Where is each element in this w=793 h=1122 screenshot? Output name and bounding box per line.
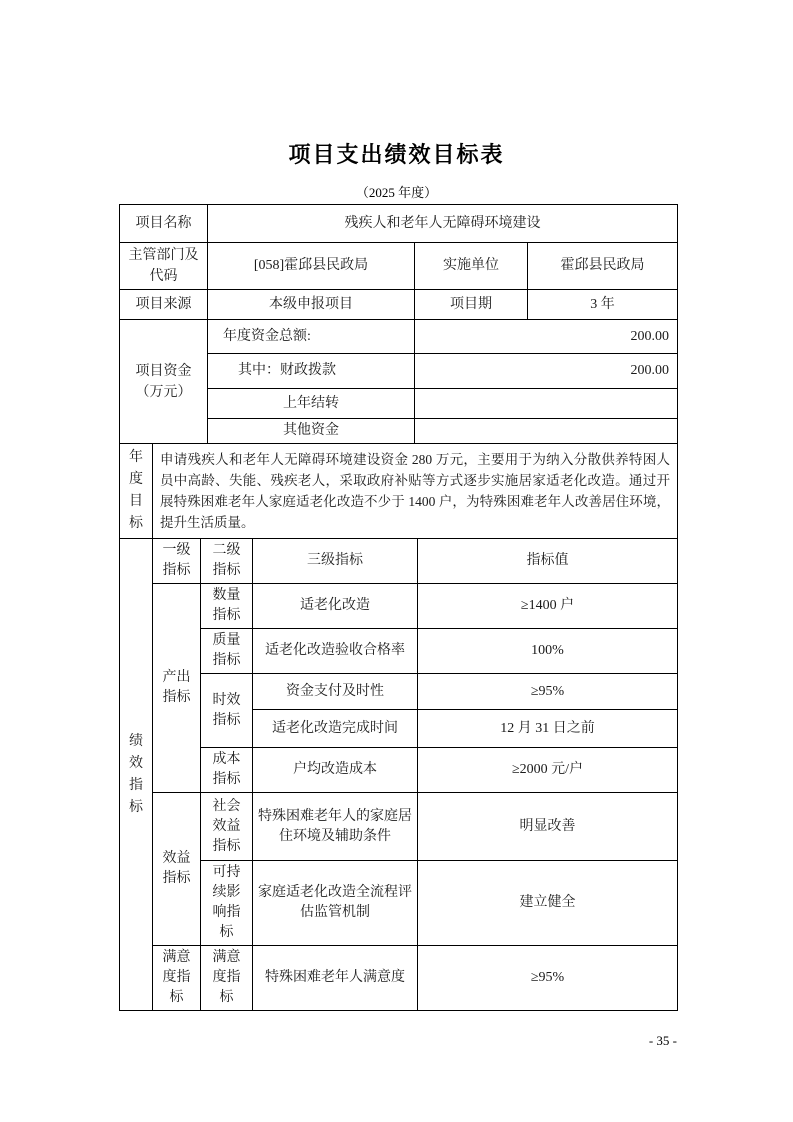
group-benefit-label: 效益指标 xyxy=(162,851,191,886)
header-level1: 一级指标 xyxy=(162,543,191,578)
level2-label: 时效指标 xyxy=(212,692,241,728)
project-period-label-cell: 项目期 xyxy=(415,290,528,320)
value-cell: ≥2000 元/户 xyxy=(418,748,678,793)
header-level1-cell xyxy=(153,539,201,584)
group-output-cell xyxy=(153,584,201,793)
value-cell: 100% xyxy=(418,629,678,674)
value-cell: 明显改善 xyxy=(418,793,678,861)
group-benefit-cell xyxy=(153,793,201,946)
level2-cell xyxy=(201,629,253,674)
page-number: - 35 - xyxy=(648,1033,677,1048)
level2-cell xyxy=(201,674,253,748)
table-row xyxy=(120,861,678,946)
project-source-value-cell: 本级申报项目 xyxy=(208,290,415,320)
header-level2-cell xyxy=(201,539,253,584)
project-funds-label-cell xyxy=(120,320,208,444)
table-row xyxy=(120,793,678,861)
indicators-side-label: 绩效指标 xyxy=(129,733,143,815)
level2-cell xyxy=(201,861,253,946)
department-value-cell: [058]霍邱县民政局 xyxy=(208,243,415,290)
implement-unit-value-cell: 霍邱县民政局 xyxy=(528,243,678,290)
level2-label: 可持续影响指标 xyxy=(212,865,241,940)
value-cell: ≥1400 户 xyxy=(418,584,678,629)
fund-fiscal-label-cell: 其中：财政拨款 xyxy=(208,354,415,389)
table-row xyxy=(120,444,678,539)
level3-cell: 家庭适老化改造全流程评估监管机制 xyxy=(253,861,418,946)
table-row xyxy=(120,946,678,1011)
fund-total-label-cell: 年度资金总额: xyxy=(208,320,415,354)
table-row xyxy=(120,320,678,354)
annual-goal-label: 年度目标 xyxy=(129,450,143,531)
indicators-side-label-cell xyxy=(120,539,153,1011)
value-cell: ≥95% xyxy=(418,674,678,710)
annual-goal-text-cell: 申请残疾人和老年人无障碍环境建设资金 280 万元，主要用于为纳入分散供养特困人员中高龄、失能、残疾老人，采取政府补贴等方式逐步实施居家适老化改造。通过开展特殊困难老年人家庭适老化改造不少于 1400 户，为特殊困难老年人改善居住环境，提升生活质量。 xyxy=(153,444,678,539)
group-output-label: 产出指标 xyxy=(162,670,191,705)
table-row xyxy=(120,748,678,793)
level2-cell xyxy=(201,793,253,861)
table-row xyxy=(120,539,678,584)
department-label: 主管部门及代码 xyxy=(128,248,199,284)
group-satisfaction-cell xyxy=(153,946,201,1011)
level2-cell xyxy=(201,748,253,793)
fund-carryover-value-cell xyxy=(415,389,678,419)
value-cell: ≥95% xyxy=(418,946,678,1011)
header-value-cell: 指标值 xyxy=(418,539,678,584)
level3-cell: 适老化改造 xyxy=(253,584,418,629)
basic-info-table xyxy=(119,204,678,444)
value-cell: 建立健全 xyxy=(418,861,678,946)
project-name-value-cell: 残疾人和老年人无障碍环境建设 xyxy=(208,205,678,243)
level2-cell xyxy=(201,946,253,1011)
level3-cell: 户均改造成本 xyxy=(253,748,418,793)
level3-cell: 适老化改造验收合格率 xyxy=(253,629,418,674)
project-source-label-cell: 项目来源 xyxy=(120,290,208,320)
project-period-value-cell: 3 年 xyxy=(528,290,678,320)
fund-total-value-cell: 200.00 xyxy=(415,320,678,354)
level3-cell: 特殊困难老年人的家庭居住环境及辅助条件 xyxy=(253,793,418,861)
implement-unit-label-cell: 实施单位 xyxy=(415,243,528,290)
level2-cell xyxy=(201,584,253,629)
performance-target-table xyxy=(119,204,677,1011)
table-row xyxy=(120,243,678,290)
fund-fiscal-value-cell: 200.00 xyxy=(415,354,678,389)
document-subtitle: （2025 年度） xyxy=(355,185,438,200)
annual-goal-table xyxy=(119,443,678,539)
project-name-label-cell: 项目名称 xyxy=(120,205,208,243)
fund-other-label-cell: 其他资金 xyxy=(208,419,415,444)
annual-goal-label-cell xyxy=(120,444,153,539)
level3-cell: 特殊困难老年人满意度 xyxy=(253,946,418,1011)
level2-label: 质量指标 xyxy=(212,633,241,668)
table-row xyxy=(120,205,678,243)
level3-cell: 适老化改造完成时间 xyxy=(253,710,418,748)
table-row xyxy=(120,584,678,629)
document-title: 项目支出绩效目标表 xyxy=(288,142,505,167)
indicators-table xyxy=(119,538,678,1011)
header-level3-cell: 三级指标 xyxy=(253,539,418,584)
fund-other-value-cell xyxy=(415,419,678,444)
table-row xyxy=(120,290,678,320)
level2-label: 满意度指标 xyxy=(212,950,241,1005)
level2-label: 数量指标 xyxy=(212,588,241,623)
header-level2: 二级指标 xyxy=(212,543,241,578)
project-funds-label: 项目资金（万元） xyxy=(135,363,192,400)
value-cell: 12 月 31 日之前 xyxy=(418,710,678,748)
fund-carryover-label-cell: 上年结转 xyxy=(208,389,415,419)
level2-label: 社会效益指标 xyxy=(212,798,241,854)
level2-label: 成本指标 xyxy=(212,752,241,787)
level3-cell: 资金支付及时性 xyxy=(253,674,418,710)
table-row xyxy=(120,629,678,674)
group-satisfaction-label: 满意度指标 xyxy=(162,950,191,1005)
department-label-cell xyxy=(120,243,208,290)
table-row xyxy=(120,674,678,710)
